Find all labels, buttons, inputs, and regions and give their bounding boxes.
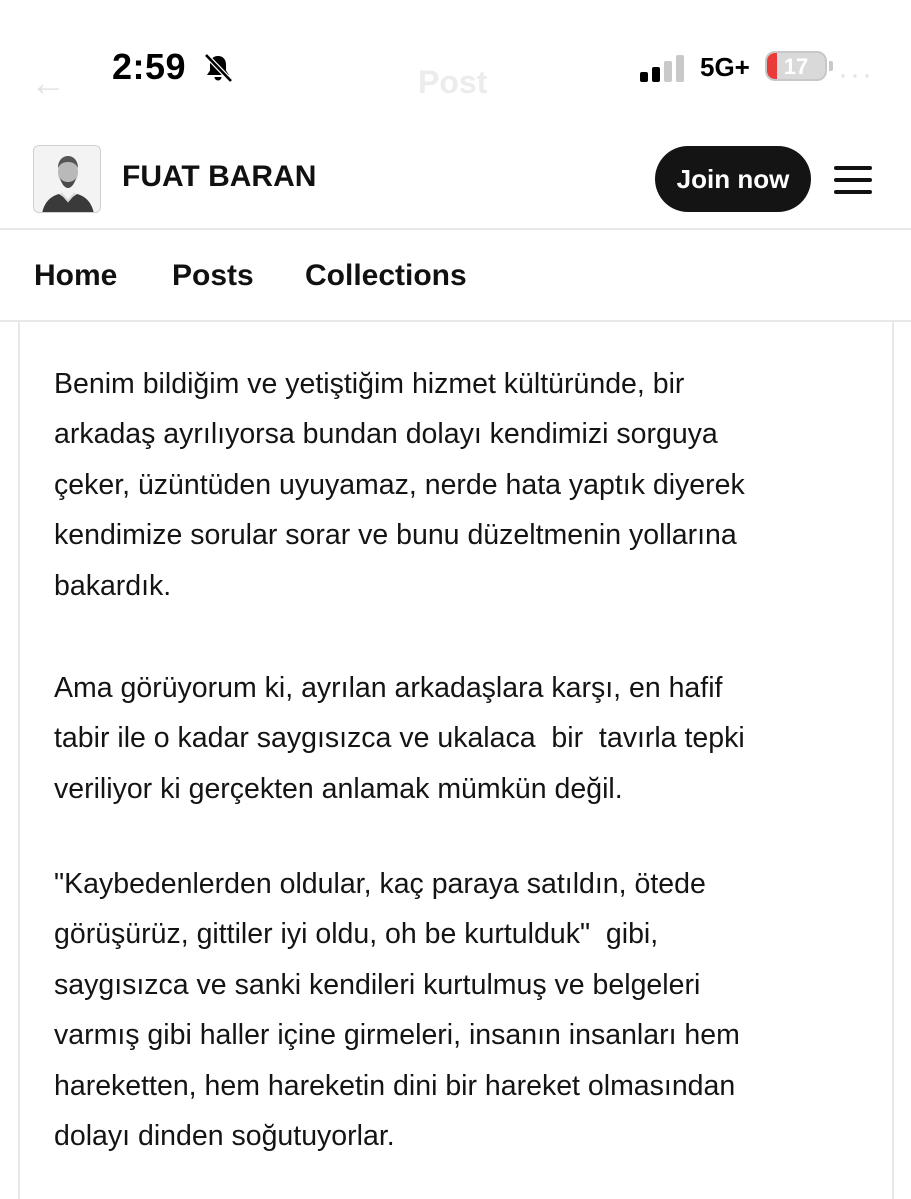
tab-home[interactable]: Home xyxy=(34,259,118,292)
paragraph-line: kendimize sorular sorar ve bunu düzeltmenin yollarına xyxy=(54,519,737,552)
post-paragraph xyxy=(54,859,874,1161)
creator-name[interactable]: FUAT BARAN xyxy=(122,160,317,193)
hamburger-menu-icon[interactable] xyxy=(834,166,872,194)
paragraph-line: veriliyor ki gerçekten anlamak mümkün değil. xyxy=(54,772,623,805)
join-now-button[interactable]: Join now xyxy=(655,146,811,212)
paragraph-line: varmış gibi haller içine girmeleri, insanın insanları hem xyxy=(54,1019,740,1052)
back-arrow-icon[interactable]: ← xyxy=(30,62,66,103)
more-options-icon[interactable]: ··· xyxy=(838,58,874,91)
post-paragraph xyxy=(54,663,874,814)
creator-nav-tabs xyxy=(0,232,911,322)
paragraph-line: arkadaş ayrılıyorsa bundan dolayı kendimizi sorguya xyxy=(54,418,718,451)
post-paragraph xyxy=(54,359,874,611)
cellular-signal-icon xyxy=(640,54,688,82)
post-body xyxy=(18,322,894,1199)
paragraph-line: saygısızca ve sanki kendileri kurtulmuş ve belgeleri xyxy=(54,968,701,1001)
battery-percent: 17 xyxy=(783,54,809,79)
bell-slash-icon xyxy=(202,52,234,84)
post-nav-title: Post xyxy=(418,64,488,100)
creator-header xyxy=(0,130,911,230)
paragraph-line: Benim bildiğim ve yetiştiğim hizmet kültüründe, bir xyxy=(54,368,685,400)
network-type: 5G+ xyxy=(700,52,750,82)
status-bar xyxy=(0,0,911,130)
paragraph-line: tabir ile o kadar saygısızca ve ukalaca bir tavırla tepki xyxy=(54,722,745,755)
tab-posts[interactable]: Posts xyxy=(172,259,254,292)
paragraph-line: çeker, üzüntüden uyuyamaz, nerde hata yaptık diyerek xyxy=(54,468,745,501)
creator-avatar[interactable] xyxy=(33,145,101,213)
tab-collections[interactable]: Collections xyxy=(305,259,467,292)
paragraph-line: "Kaybedenlerden oldular, kaç paraya satıldın, ötede xyxy=(54,868,706,900)
paragraph-line: dolayı dinden soğutuyorlar. xyxy=(54,1120,395,1153)
paragraph-line: görüşürüz, gittiler iyi oldu, oh be kurtulduk" gibi, xyxy=(54,918,659,951)
battery-cap xyxy=(829,61,833,71)
paragraph-line: hareketten, hem hareketin dini bir hareket olmasından xyxy=(54,1069,736,1102)
avatar-portrait-icon xyxy=(34,146,101,213)
battery-icon xyxy=(765,51,827,81)
status-time: 2:59 xyxy=(112,46,187,87)
paragraph-line: Ama görüyorum ki, ayrılan arkadaşlara karşı, en hafif xyxy=(54,672,723,704)
paragraph-line: bakardık. xyxy=(54,569,172,602)
